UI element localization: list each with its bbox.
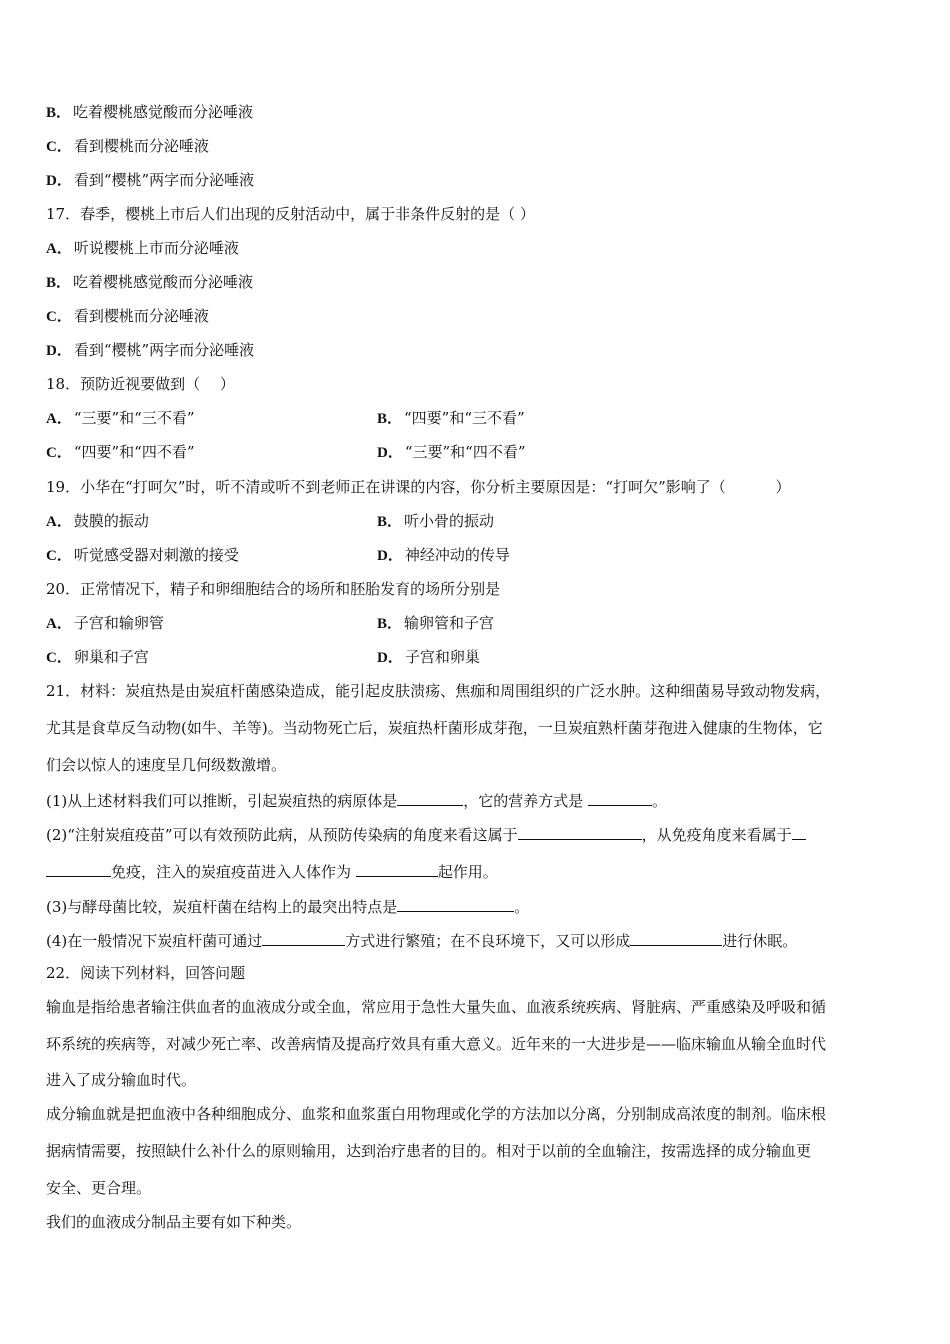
q17-stem: 17．春季，樱桃上市后人们出现的反射活动中，属于非条件反射的是（ ） bbox=[46, 205, 535, 223]
q18-stem: 18．预防近视要做到（ ） bbox=[46, 375, 235, 393]
option-text: 吃着樱桃感觉酸而分泌唾液 bbox=[73, 273, 254, 291]
q21-material-line-3: 们会以惊人的速度呈几何级数激增。 bbox=[46, 756, 287, 774]
q17-option-d bbox=[46, 340, 254, 361]
q19-stem: 19．小华在“打呵欠”时，听不清或听不到老师正在讲课的内容，你分析主要原因是：“打呵欠”影响了（ ） bbox=[46, 478, 791, 496]
option-text: “三要”和“四不看” bbox=[404, 443, 526, 461]
option-text: “四要”和“三不看” bbox=[404, 409, 525, 427]
q22-para1-line-1: 输血是指给患者输注供血者的血液成分或全血，常应用于急性大量失血、血液系统疾病、肾脏病、严重感染及呼吸和循 bbox=[46, 998, 827, 1016]
q17-option-b bbox=[46, 272, 253, 293]
sub2-text-c: 免疫，注入的炭疽疫苗进入人体作为 bbox=[111, 863, 356, 881]
q19-option-c bbox=[46, 545, 239, 566]
option-text: 看到“樱桃”两字而分泌唾液 bbox=[73, 341, 255, 359]
answer-blank-nutrition[interactable] bbox=[588, 789, 652, 806]
q19-option-a bbox=[46, 511, 149, 532]
sub2-text-d: 起作用。 bbox=[437, 863, 498, 881]
q18-option-c bbox=[46, 442, 195, 463]
answer-blank-immunity[interactable] bbox=[46, 860, 111, 877]
option-text: 看到樱桃而分泌唾液 bbox=[73, 137, 209, 155]
sub3-text-b: 。 bbox=[514, 898, 530, 916]
q21-sub2-line-1 bbox=[46, 823, 806, 845]
sub4-text-b: 方式进行繁殖；在不良环境下，又可以形成 bbox=[345, 932, 631, 950]
q22-stem: 22．阅读下列材料，回答问题 bbox=[46, 964, 246, 982]
option-label: D． bbox=[377, 548, 403, 564]
q18-option-d bbox=[377, 442, 526, 463]
answer-blank-dormancy[interactable] bbox=[630, 929, 722, 946]
option-label: D． bbox=[377, 445, 403, 461]
q19-option-d bbox=[377, 545, 510, 566]
option-label: A． bbox=[46, 616, 72, 632]
q18-option-b bbox=[377, 408, 525, 429]
sub1-text-a: (1)从上述材料我们可以推断，引起炭疽热的病原体是 bbox=[46, 792, 398, 810]
answer-blank-structure[interactable] bbox=[397, 895, 514, 912]
q19-option-b bbox=[377, 511, 494, 532]
q22-para2-line-1: 成分输血就是把血液中各种细胞成分、血浆和血浆蛋白用物理或化学的方法加以分离，分别制成高浓度的制剂。临床根 bbox=[46, 1105, 827, 1123]
q20-option-a bbox=[46, 613, 164, 634]
option-text: 鼓膜的振动 bbox=[73, 512, 149, 530]
option-label: B． bbox=[46, 275, 72, 291]
option-label: D． bbox=[46, 343, 72, 359]
option-text: 卵巢和子宫 bbox=[73, 648, 149, 666]
option-text: 吃着樱桃感觉酸而分泌唾液 bbox=[73, 103, 254, 121]
q21-material-line-2: 尤其是食草反刍动物(如牛、羊等)。当动物死亡后，炭疽热杆菌形成芽孢，一旦炭疽熟杆菌芽孢进入健康的生物体，它 bbox=[46, 719, 823, 737]
option-label: C． bbox=[46, 650, 72, 666]
q22-para1-line-2: 环系统的疾病等，对减少死亡率、改善病情及提高疗效具有重大意义。近年来的一大进步是——临床输血从输全血时代 bbox=[46, 1035, 827, 1053]
option-label: A． bbox=[46, 514, 72, 530]
q22-para3: 我们的血液成分制品主要有如下种类。 bbox=[46, 1213, 302, 1231]
sub4-text-a: (4)在一般情况下炭疽杆菌可通过 bbox=[46, 932, 263, 950]
q16-option-c bbox=[46, 136, 209, 157]
option-label: B． bbox=[46, 105, 72, 121]
option-text: 子宫和卵巢 bbox=[404, 648, 480, 666]
answer-blank-immunity-start[interactable] bbox=[792, 823, 806, 840]
option-label: B． bbox=[377, 411, 403, 427]
q17-option-a bbox=[46, 238, 239, 259]
q22-para1-line-3: 进入了成分输血时代。 bbox=[46, 1071, 197, 1089]
q22-para2-line-3: 安全、更合理。 bbox=[46, 1179, 152, 1197]
option-text: “三要”和“三不看” bbox=[73, 409, 195, 427]
option-text: “四要”和“四不看” bbox=[73, 443, 195, 461]
option-label: A． bbox=[46, 241, 72, 257]
option-label: A． bbox=[46, 411, 72, 427]
answer-blank-pathogen[interactable] bbox=[397, 789, 463, 806]
sub2-text-a: (2)“注射炭疽疫苗”可以有效预防此病，从预防传染病的角度来看这属于 bbox=[46, 826, 518, 844]
q17-option-c bbox=[46, 306, 209, 327]
q21-sub2-line-2 bbox=[46, 860, 498, 882]
option-label: C． bbox=[46, 445, 72, 461]
q16-option-b bbox=[46, 102, 253, 123]
answer-blank-prevention[interactable] bbox=[518, 823, 642, 840]
sub2-text-b: ，从免疫角度来看属于 bbox=[641, 826, 792, 844]
q21-material-line-1: 21．材料：炭疽热是由炭疽杆菌感染造成，能引起皮肤溃疡、焦痂和周围组织的广泛水肿。这种细菌易导致动物发病， bbox=[46, 682, 831, 700]
option-text: 看到“樱桃”两字而分泌唾液 bbox=[73, 171, 255, 189]
option-text: 听小骨的振动 bbox=[404, 512, 495, 530]
option-label: C． bbox=[46, 548, 72, 564]
option-text: 听觉感受器对刺激的接受 bbox=[73, 546, 239, 564]
q20-option-d bbox=[377, 647, 480, 668]
sub3-text-a: (3)与酵母菌比较，炭疽杆菌在结构上的最突出特点是 bbox=[46, 898, 398, 916]
option-label: D． bbox=[46, 173, 72, 189]
sub4-text-c: 进行休眠。 bbox=[722, 932, 798, 950]
option-text: 输卵管和子宫 bbox=[404, 614, 495, 632]
q22-para2-line-2: 据病情需要，按照缺什么补什么的原则输用，达到治疗患者的目的。相对于以前的全血输注，按需选择的成分输血更 bbox=[46, 1142, 812, 1160]
option-text: 看到樱桃而分泌唾液 bbox=[73, 307, 209, 325]
option-label: B． bbox=[377, 616, 403, 632]
q20-option-c bbox=[46, 647, 149, 668]
option-label: C． bbox=[46, 139, 72, 155]
option-label: D． bbox=[377, 650, 403, 666]
option-text: 神经冲动的传导 bbox=[404, 546, 510, 564]
answer-blank-reproduction[interactable] bbox=[262, 929, 345, 946]
q21-sub1 bbox=[46, 789, 667, 811]
q18-option-a bbox=[46, 408, 195, 429]
option-text: 子宫和输卵管 bbox=[73, 614, 164, 632]
answer-blank-vaccine-role[interactable] bbox=[356, 860, 438, 877]
q16-option-d bbox=[46, 170, 254, 191]
option-label: C． bbox=[46, 309, 72, 325]
q20-stem: 20．正常情况下，精子和卵细胞结合的场所和胚胎发育的场所分别是 bbox=[46, 580, 501, 598]
option-label: B． bbox=[377, 514, 403, 530]
option-text: 听说樱桃上市而分泌唾液 bbox=[73, 239, 239, 257]
sub1-text-b: ，它的营养方式是 bbox=[463, 792, 589, 810]
q21-sub4 bbox=[46, 929, 797, 951]
q21-sub3 bbox=[46, 895, 529, 917]
sub1-text-c: 。 bbox=[652, 792, 668, 810]
q20-option-b bbox=[377, 613, 494, 634]
